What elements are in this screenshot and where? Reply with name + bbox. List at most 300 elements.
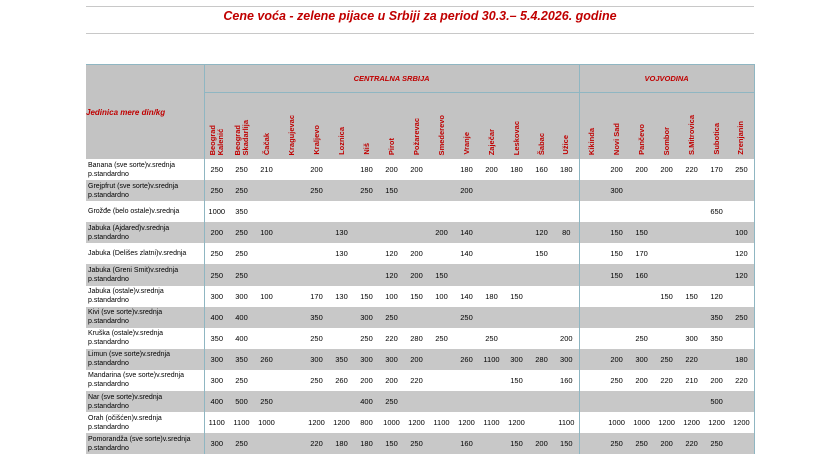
price-cell: 220: [379, 328, 404, 349]
price-cell: 250: [229, 243, 254, 264]
price-cell: [479, 370, 504, 391]
price-cell: [629, 391, 654, 412]
price-cell: 400: [204, 391, 229, 412]
price-cell: 150: [554, 433, 579, 454]
price-cell: 170: [629, 243, 654, 264]
city-header: [479, 93, 504, 160]
price-cell: 280: [404, 328, 429, 349]
price-cell: 500: [704, 391, 729, 412]
price-cell: 200: [654, 433, 679, 454]
price-cell: 1200: [304, 412, 329, 433]
price-cell: [704, 349, 729, 370]
price-cell: [354, 264, 379, 285]
price-cell: 200: [304, 159, 329, 180]
city-header: [354, 93, 379, 160]
price-cell: [429, 201, 454, 222]
price-cell: 160: [529, 159, 554, 180]
city-header: [604, 93, 629, 160]
price-cell: 1100: [479, 412, 504, 433]
price-cell: [404, 391, 429, 412]
price-cell: [554, 180, 579, 201]
price-cell: [529, 328, 554, 349]
price-cell: [254, 243, 279, 264]
price-cell: 120: [379, 264, 404, 285]
table-row: [86, 243, 754, 264]
price-cell: 200: [629, 159, 654, 180]
price-cell: 1200: [404, 412, 429, 433]
price-cell: [304, 243, 329, 264]
price-cell: 250: [704, 433, 729, 454]
price-cell: [254, 264, 279, 285]
price-cell: [429, 349, 454, 370]
city-header: [429, 93, 454, 160]
price-cell: 220: [654, 370, 679, 391]
price-cell: [329, 180, 354, 201]
price-cell: [504, 180, 529, 201]
price-cell: 130: [329, 222, 354, 243]
price-cell: 800: [354, 412, 379, 433]
price-cell: 1100: [479, 349, 504, 370]
price-cell: [704, 264, 729, 285]
price-cell: [529, 180, 554, 201]
city-header: [404, 93, 429, 160]
price-cell: 150: [354, 286, 379, 307]
city-header: [704, 93, 729, 160]
price-cell: 200: [704, 370, 729, 391]
price-cell: 1200: [729, 412, 754, 433]
price-cell: [379, 201, 404, 222]
price-cell: 200: [479, 159, 504, 180]
price-cell: 1000: [204, 201, 229, 222]
city-label: Beograd Skadarlija: [232, 119, 250, 155]
price-cell: [579, 201, 604, 222]
price-cell: [254, 370, 279, 391]
price-cell: [554, 264, 579, 285]
price-cell: [679, 391, 704, 412]
price-cell: [254, 180, 279, 201]
price-cell: [454, 201, 479, 222]
city-label: Pirot: [386, 137, 396, 155]
price-cell: [504, 391, 529, 412]
price-cell: [529, 264, 554, 285]
city-label: Niš: [361, 143, 371, 155]
price-cell: 250: [204, 243, 229, 264]
price-cell: 200: [354, 370, 379, 391]
price-cell: [579, 370, 604, 391]
price-cell: 220: [304, 433, 329, 454]
price-table-body: [86, 159, 754, 454]
price-cell: [654, 222, 679, 243]
price-cell: 150: [604, 243, 629, 264]
price-cell: 350: [329, 349, 354, 370]
price-cell: [329, 391, 354, 412]
price-cell: 400: [229, 307, 254, 328]
city-header: [554, 93, 579, 160]
price-cell: [704, 243, 729, 264]
price-cell: [304, 264, 329, 285]
price-cell: [604, 307, 629, 328]
price-cell: 160: [629, 264, 654, 285]
city-header: [229, 93, 254, 160]
price-cell: [404, 180, 429, 201]
price-cell: [529, 412, 554, 433]
price-cell: [629, 286, 654, 307]
price-cell: [554, 201, 579, 222]
city-label: S.Mitrovica: [686, 114, 696, 155]
price-cell: 280: [529, 349, 554, 370]
product-cell: Kruška (ostale)v.srednja p.standardno: [86, 328, 204, 349]
price-cell: 350: [704, 307, 729, 328]
city-header: [379, 93, 404, 160]
price-cell: 120: [704, 286, 729, 307]
price-cell: [529, 370, 554, 391]
price-cell: 220: [679, 433, 704, 454]
city-label: Čačak: [261, 132, 271, 155]
price-cell: [279, 391, 304, 412]
price-cell: 1100: [229, 412, 254, 433]
city-header: [279, 93, 304, 160]
price-cell: 210: [679, 370, 704, 391]
price-cell: [479, 243, 504, 264]
price-cell: [629, 307, 654, 328]
price-cell: 300: [504, 349, 529, 370]
city-header: [454, 93, 479, 160]
price-cell: [729, 286, 754, 307]
city-label: Požarevac: [411, 117, 421, 155]
price-cell: 1100: [554, 412, 579, 433]
price-cell: [554, 307, 579, 328]
price-cell: [279, 349, 304, 370]
price-cell: 1200: [679, 412, 704, 433]
price-cell: 150: [429, 264, 454, 285]
price-cell: [254, 433, 279, 454]
price-cell: 200: [554, 328, 579, 349]
price-cell: 80: [554, 222, 579, 243]
price-cell: [604, 201, 629, 222]
price-cell: 1200: [504, 412, 529, 433]
price-cell: [579, 286, 604, 307]
price-cell: 250: [629, 328, 654, 349]
price-cell: 300: [679, 328, 704, 349]
price-cell: 180: [354, 433, 379, 454]
price-cell: 150: [654, 286, 679, 307]
city-header: [254, 93, 279, 160]
price-cell: 250: [229, 180, 254, 201]
price-cell: 300: [629, 349, 654, 370]
price-cell: 180: [504, 159, 529, 180]
price-cell: 400: [354, 391, 379, 412]
price-cell: [479, 391, 504, 412]
page-title: Cene voća - zelene pijace u Srbiji za period 30.3.– 5.4.2026. godine: [223, 9, 617, 23]
price-cell: [354, 222, 379, 243]
table-row: [86, 286, 754, 307]
price-cell: 1200: [704, 412, 729, 433]
price-cell: [254, 201, 279, 222]
table-row: [86, 159, 754, 180]
price-cell: [454, 264, 479, 285]
price-cell: 1000: [254, 412, 279, 433]
price-cell: 1000: [604, 412, 629, 433]
product-cell: Jabuka (ostale)v.srednja p.standardno: [86, 286, 204, 307]
price-cell: 150: [504, 370, 529, 391]
city-label: Zrenjanin: [736, 121, 746, 155]
price-cell: [679, 307, 704, 328]
city-label: Smederevo: [436, 114, 446, 155]
price-cell: [579, 391, 604, 412]
price-cell: 120: [729, 243, 754, 264]
price-cell: [354, 243, 379, 264]
price-cell: [554, 391, 579, 412]
price-cell: [279, 328, 304, 349]
price-cell: [579, 264, 604, 285]
city-label: Leskovac: [511, 120, 521, 155]
product-cell: Jabuka (Delišes zlatni)v.srednja: [86, 243, 204, 264]
price-cell: [729, 201, 754, 222]
price-cell: [429, 391, 454, 412]
city-header: [329, 93, 354, 160]
price-cell: [579, 159, 604, 180]
price-cell: 1200: [654, 412, 679, 433]
price-cell: 250: [229, 159, 254, 180]
price-cell: 160: [554, 370, 579, 391]
price-cell: 180: [479, 286, 504, 307]
price-cell: [279, 370, 304, 391]
price-cell: [654, 201, 679, 222]
price-cell: [554, 243, 579, 264]
price-cell: [579, 307, 604, 328]
price-cell: 220: [729, 370, 754, 391]
price-cell: 200: [379, 370, 404, 391]
price-cell: 180: [729, 349, 754, 370]
price-table: [86, 64, 755, 454]
price-cell: [679, 201, 704, 222]
price-cell: [629, 180, 654, 201]
price-cell: [279, 180, 304, 201]
price-cell: 250: [604, 433, 629, 454]
price-cell: [304, 222, 329, 243]
price-cell: [654, 180, 679, 201]
price-cell: 150: [379, 433, 404, 454]
price-cell: 100: [729, 222, 754, 243]
price-cell: 250: [304, 370, 329, 391]
product-cell: Banana (sve sorte)v.srednja p.standardno: [86, 159, 204, 180]
price-cell: 300: [304, 349, 329, 370]
city-label: Užice: [561, 135, 571, 155]
price-cell: 300: [204, 433, 229, 454]
price-cell: [279, 433, 304, 454]
price-cell: 100: [254, 222, 279, 243]
table-row: [86, 391, 754, 412]
city-header: [304, 93, 329, 160]
price-cell: 300: [354, 307, 379, 328]
price-cell: 220: [679, 159, 704, 180]
price-cell: [704, 180, 729, 201]
price-cell: 180: [554, 159, 579, 180]
city-label: Loznica: [336, 127, 346, 155]
price-cell: 250: [429, 328, 454, 349]
price-cell: [504, 328, 529, 349]
price-cell: 200: [529, 433, 554, 454]
price-cell: [729, 433, 754, 454]
price-cell: 250: [604, 370, 629, 391]
price-cell: [654, 391, 679, 412]
city-label: Kikinda: [586, 127, 596, 155]
price-cell: 120: [729, 264, 754, 285]
price-cell: 260: [454, 349, 479, 370]
city-label: Sombor: [661, 126, 671, 155]
price-cell: [404, 222, 429, 243]
price-cell: 150: [379, 180, 404, 201]
city-label: Pančevo: [636, 124, 646, 155]
price-cell: 1100: [204, 412, 229, 433]
price-cell: 200: [379, 159, 404, 180]
price-cell: [529, 391, 554, 412]
price-cell: 200: [404, 243, 429, 264]
price-cell: 250: [654, 349, 679, 370]
table-row: [86, 328, 754, 349]
price-cell: 150: [629, 222, 654, 243]
price-cell: 200: [429, 222, 454, 243]
price-cell: [429, 180, 454, 201]
region-header: VOJVODINA: [579, 65, 754, 93]
price-cell: [279, 264, 304, 285]
price-cell: [429, 370, 454, 391]
price-cell: 150: [679, 286, 704, 307]
price-cell: 200: [404, 264, 429, 285]
price-cell: [579, 328, 604, 349]
price-cell: 250: [254, 391, 279, 412]
price-cell: [279, 243, 304, 264]
price-cell: [654, 307, 679, 328]
price-cell: [654, 243, 679, 264]
product-cell: Nar (sve sorte)v.srednja p.standardno: [86, 391, 204, 412]
price-cell: 130: [329, 243, 354, 264]
price-cell: 250: [729, 307, 754, 328]
price-cell: [279, 307, 304, 328]
price-cell: 400: [204, 307, 229, 328]
city-label: Šabac: [536, 132, 546, 155]
price-cell: 350: [229, 201, 254, 222]
price-cell: [504, 222, 529, 243]
price-cell: [304, 201, 329, 222]
table-row: [86, 412, 754, 433]
price-cell: 150: [529, 243, 554, 264]
region-header-row: [86, 65, 754, 93]
price-cell: 250: [229, 433, 254, 454]
city-header: [654, 93, 679, 160]
price-cell: [604, 328, 629, 349]
price-cell: [479, 201, 504, 222]
price-cell: 180: [329, 433, 354, 454]
price-cell: [454, 328, 479, 349]
unit-header-label: Jedinica mere din/kg: [86, 107, 166, 117]
region-header: CENTRALNA SRBIJA: [204, 65, 579, 93]
price-cell: 170: [704, 159, 729, 180]
price-cell: [579, 180, 604, 201]
table-row: [86, 222, 754, 243]
price-cell: [529, 201, 554, 222]
price-cell: 200: [454, 180, 479, 201]
price-cell: [329, 159, 354, 180]
price-cell: 150: [604, 264, 629, 285]
price-cell: [329, 307, 354, 328]
price-cell: 150: [504, 433, 529, 454]
price-cell: [504, 307, 529, 328]
price-cell: [279, 222, 304, 243]
price-cell: 250: [229, 264, 254, 285]
price-cell: 300: [354, 349, 379, 370]
price-cell: 250: [729, 159, 754, 180]
price-cell: [404, 307, 429, 328]
price-cell: 200: [404, 349, 429, 370]
price-cell: [579, 412, 604, 433]
city-header: [579, 93, 604, 160]
price-cell: 160: [454, 433, 479, 454]
price-cell: 1100: [429, 412, 454, 433]
price-cell: [504, 243, 529, 264]
price-cell: [554, 286, 579, 307]
price-cell: [504, 264, 529, 285]
table-row: [86, 349, 754, 370]
price-cell: [304, 391, 329, 412]
price-cell: 350: [229, 349, 254, 370]
price-cell: 250: [379, 307, 404, 328]
price-cell: [429, 433, 454, 454]
product-cell: Pomorandža (sve sorte)v.srednja p.standardno: [86, 433, 204, 454]
price-cell: [354, 201, 379, 222]
price-cell: [254, 328, 279, 349]
price-cell: [679, 243, 704, 264]
table-row: [86, 201, 754, 222]
city-label: Kraljevo: [311, 125, 321, 155]
price-cell: 180: [454, 159, 479, 180]
price-cell: [479, 264, 504, 285]
price-cell: [454, 391, 479, 412]
price-cell: [429, 307, 454, 328]
product-cell: Limun (sve sorte)v.srednja p.standardno: [86, 349, 204, 370]
price-cell: 1200: [329, 412, 354, 433]
price-cell: 220: [404, 370, 429, 391]
city-header: [679, 93, 704, 160]
price-cell: [679, 264, 704, 285]
price-cell: 150: [604, 222, 629, 243]
price-cell: [279, 159, 304, 180]
price-cell: [629, 201, 654, 222]
city-label: Subotica: [711, 123, 721, 155]
price-cell: [479, 180, 504, 201]
price-cell: [429, 159, 454, 180]
price-cell: 250: [379, 391, 404, 412]
city-label: Kragujevac: [286, 114, 296, 155]
price-cell: 120: [379, 243, 404, 264]
price-cell: 250: [229, 222, 254, 243]
price-cell: 350: [704, 328, 729, 349]
product-cell: Jabuka (Greni Smit)v.srednja p.standardno: [86, 264, 204, 285]
price-cell: 220: [679, 349, 704, 370]
price-cell: [579, 243, 604, 264]
price-cell: 170: [304, 286, 329, 307]
price-cell: 260: [329, 370, 354, 391]
price-cell: [279, 412, 304, 433]
price-cell: 150: [404, 286, 429, 307]
price-cell: [579, 349, 604, 370]
product-cell: Kivi (sve sorte)v.srednja p.standardno: [86, 307, 204, 328]
price-cell: 300: [554, 349, 579, 370]
price-cell: 100: [379, 286, 404, 307]
price-cell: [429, 243, 454, 264]
price-cell: 180: [354, 159, 379, 180]
table-row: [86, 307, 754, 328]
